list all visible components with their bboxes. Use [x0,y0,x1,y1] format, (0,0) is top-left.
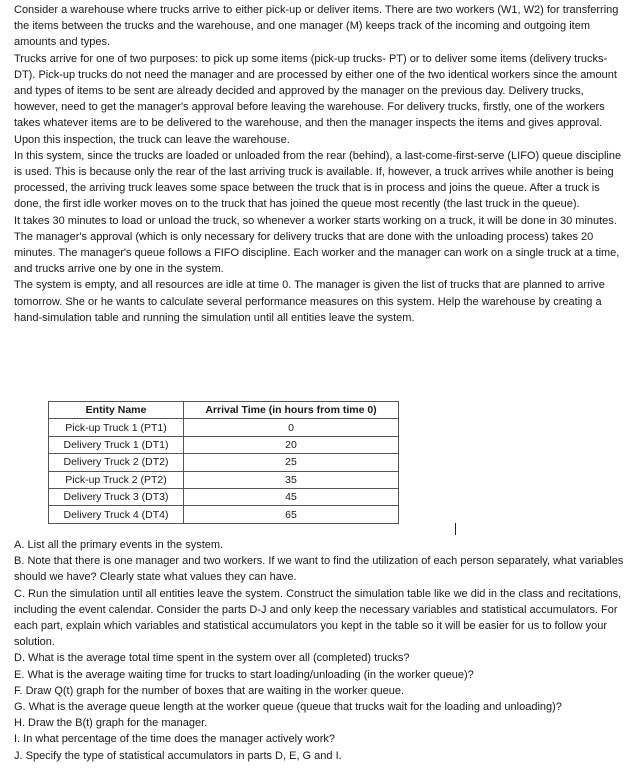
table-row [49,488,399,505]
arrival-cell: 0 [184,419,399,436]
question-c: C. Run the simulation until all entities leave the system. Construct the simulation table like we did in the class and recitations, including the event calendar. Consider the parts D-J and only keep the necessary variables and statistical accumulators. For each part, explain which variables and statistical accumulators you kept in the table so it will be easier for us to follow your solution. [14,587,622,649]
question-f: F. Draw Q(t) graph for the number of boxes that are waiting in the worker queue. [14,684,405,697]
question-i: I. In what percentage of the time does the manager actively work? [14,733,336,746]
entity-cell: Pick-up Truck 2 (PT2) [49,471,184,488]
intro-text [14,2,624,326]
table-row [49,454,399,471]
arrival-cell: 35 [184,471,399,488]
question-j: J. Specify the type of statistical accumulators in parts D, E, G and I. [14,749,342,762]
arrival-cell: 65 [184,506,399,523]
arrival-cell: 45 [184,488,399,505]
table-row [49,471,399,488]
problem-statement [14,2,624,326]
entity-cell: Pick-up Truck 1 (PT1) [49,419,184,436]
intro-paragraph-1: Consider a warehouse where trucks arrive to either pick-up or deliver items. There are two workers (W1, W2) for transferring the items between the trucks and the warehouse, and one manager (M) keeps track of the incoming and outgoing item amounts and types. [14,4,619,49]
question-g: G. What is the average queue length at the worker queue (queue that trucks wait for the loading and unloading)? [14,701,562,714]
question-e: E. What is the average waiting time for trucks to start loading/unloading (in the worker queue)? [14,668,474,681]
entity-cell: Delivery Truck 2 (DT2) [49,454,184,471]
question-d: D. What is the average total time spent in the system over all (completed) trucks? [14,652,410,665]
question-a: A. List all the primary events in the system. [14,539,224,551]
question-b: B. Note that there is one manager and two workers. If we want to find the utilization of each person separately, what variables should we have? Clearly state what values they can have. [14,555,624,584]
question-list [14,537,624,764]
entity-cell: Delivery Truck 3 (DT3) [49,488,184,505]
arrival-table [48,401,399,524]
entity-cell: Delivery Truck 1 (DT1) [49,436,184,453]
table-row [49,436,399,453]
arrival-cell: 20 [184,436,399,453]
intro-paragraph-3: In this system, since the trucks are loaded or unloaded from the rear (behind), a last-come-first-serve (LIFO) queue discipline is used. This is because only the rear of the last arriving truck is available. If, however, a truck arrives while another is being processed, the arriving truck leaves some space between the truck that is in process and joins the queue. After a truck is done, the first idle worker moves on to the truck that has joined the queue most recently (the last truck in the queue). [14,149,622,211]
intro-paragraph-4: It takes 30 minutes to load or unload the truck, so whenever a worker starts working on a truck, it will be done in 30 minutes. The manager's approval (which is only necessary for delivery trucks that are done with the unloading process) takes 20 minutes. The manager's queue follows a FIFO discipline. Each worker and the manager can work on a single truck at a time, and trucks arrive one by one in the system. [14,214,620,276]
arrival-cell: 25 [184,454,399,471]
intro-paragraph-5: The system is empty, and all resources are idle at time 0. The manager is given the list of trucks that are planned to arrive tomorrow. She or he wants to calculate several performance measures on this system. Help the warehouse by creating a hand-simulation table and running the simulation until all entities leave the system. [14,279,605,324]
table-header-row [49,402,399,419]
table-row [49,506,399,523]
column-header-entity: Entity Name [49,402,184,419]
entity-cell: Delivery Truck 4 (DT4) [49,506,184,523]
text-cursor [455,523,456,535]
intro-paragraph-2: Trucks arrive for one of two purposes: to pick up some items (pick-up trucks- PT) or to deliver some items (delivery trucks- DT). Pick-up trucks do not need the manager and are processed by either one of the two identical workers since the amount and types of items to be sent are already decided and approved by the manager on the previous day. Delivery trucks, however, need to get the manager's approval before leaving the warehouse. For delivery trucks, firstly, one of the workers takes whatever items are to be delivered to the warehouse, and then the manager inspects the items and gives approval. Upon this inspection, the truck can leave the warehouse. [14,52,617,146]
table-row [49,419,399,436]
question-h: H. Draw the B(t) graph for the manager. [14,717,208,730]
column-header-arrival: Arrival Time (in hours from time 0) [184,402,399,419]
